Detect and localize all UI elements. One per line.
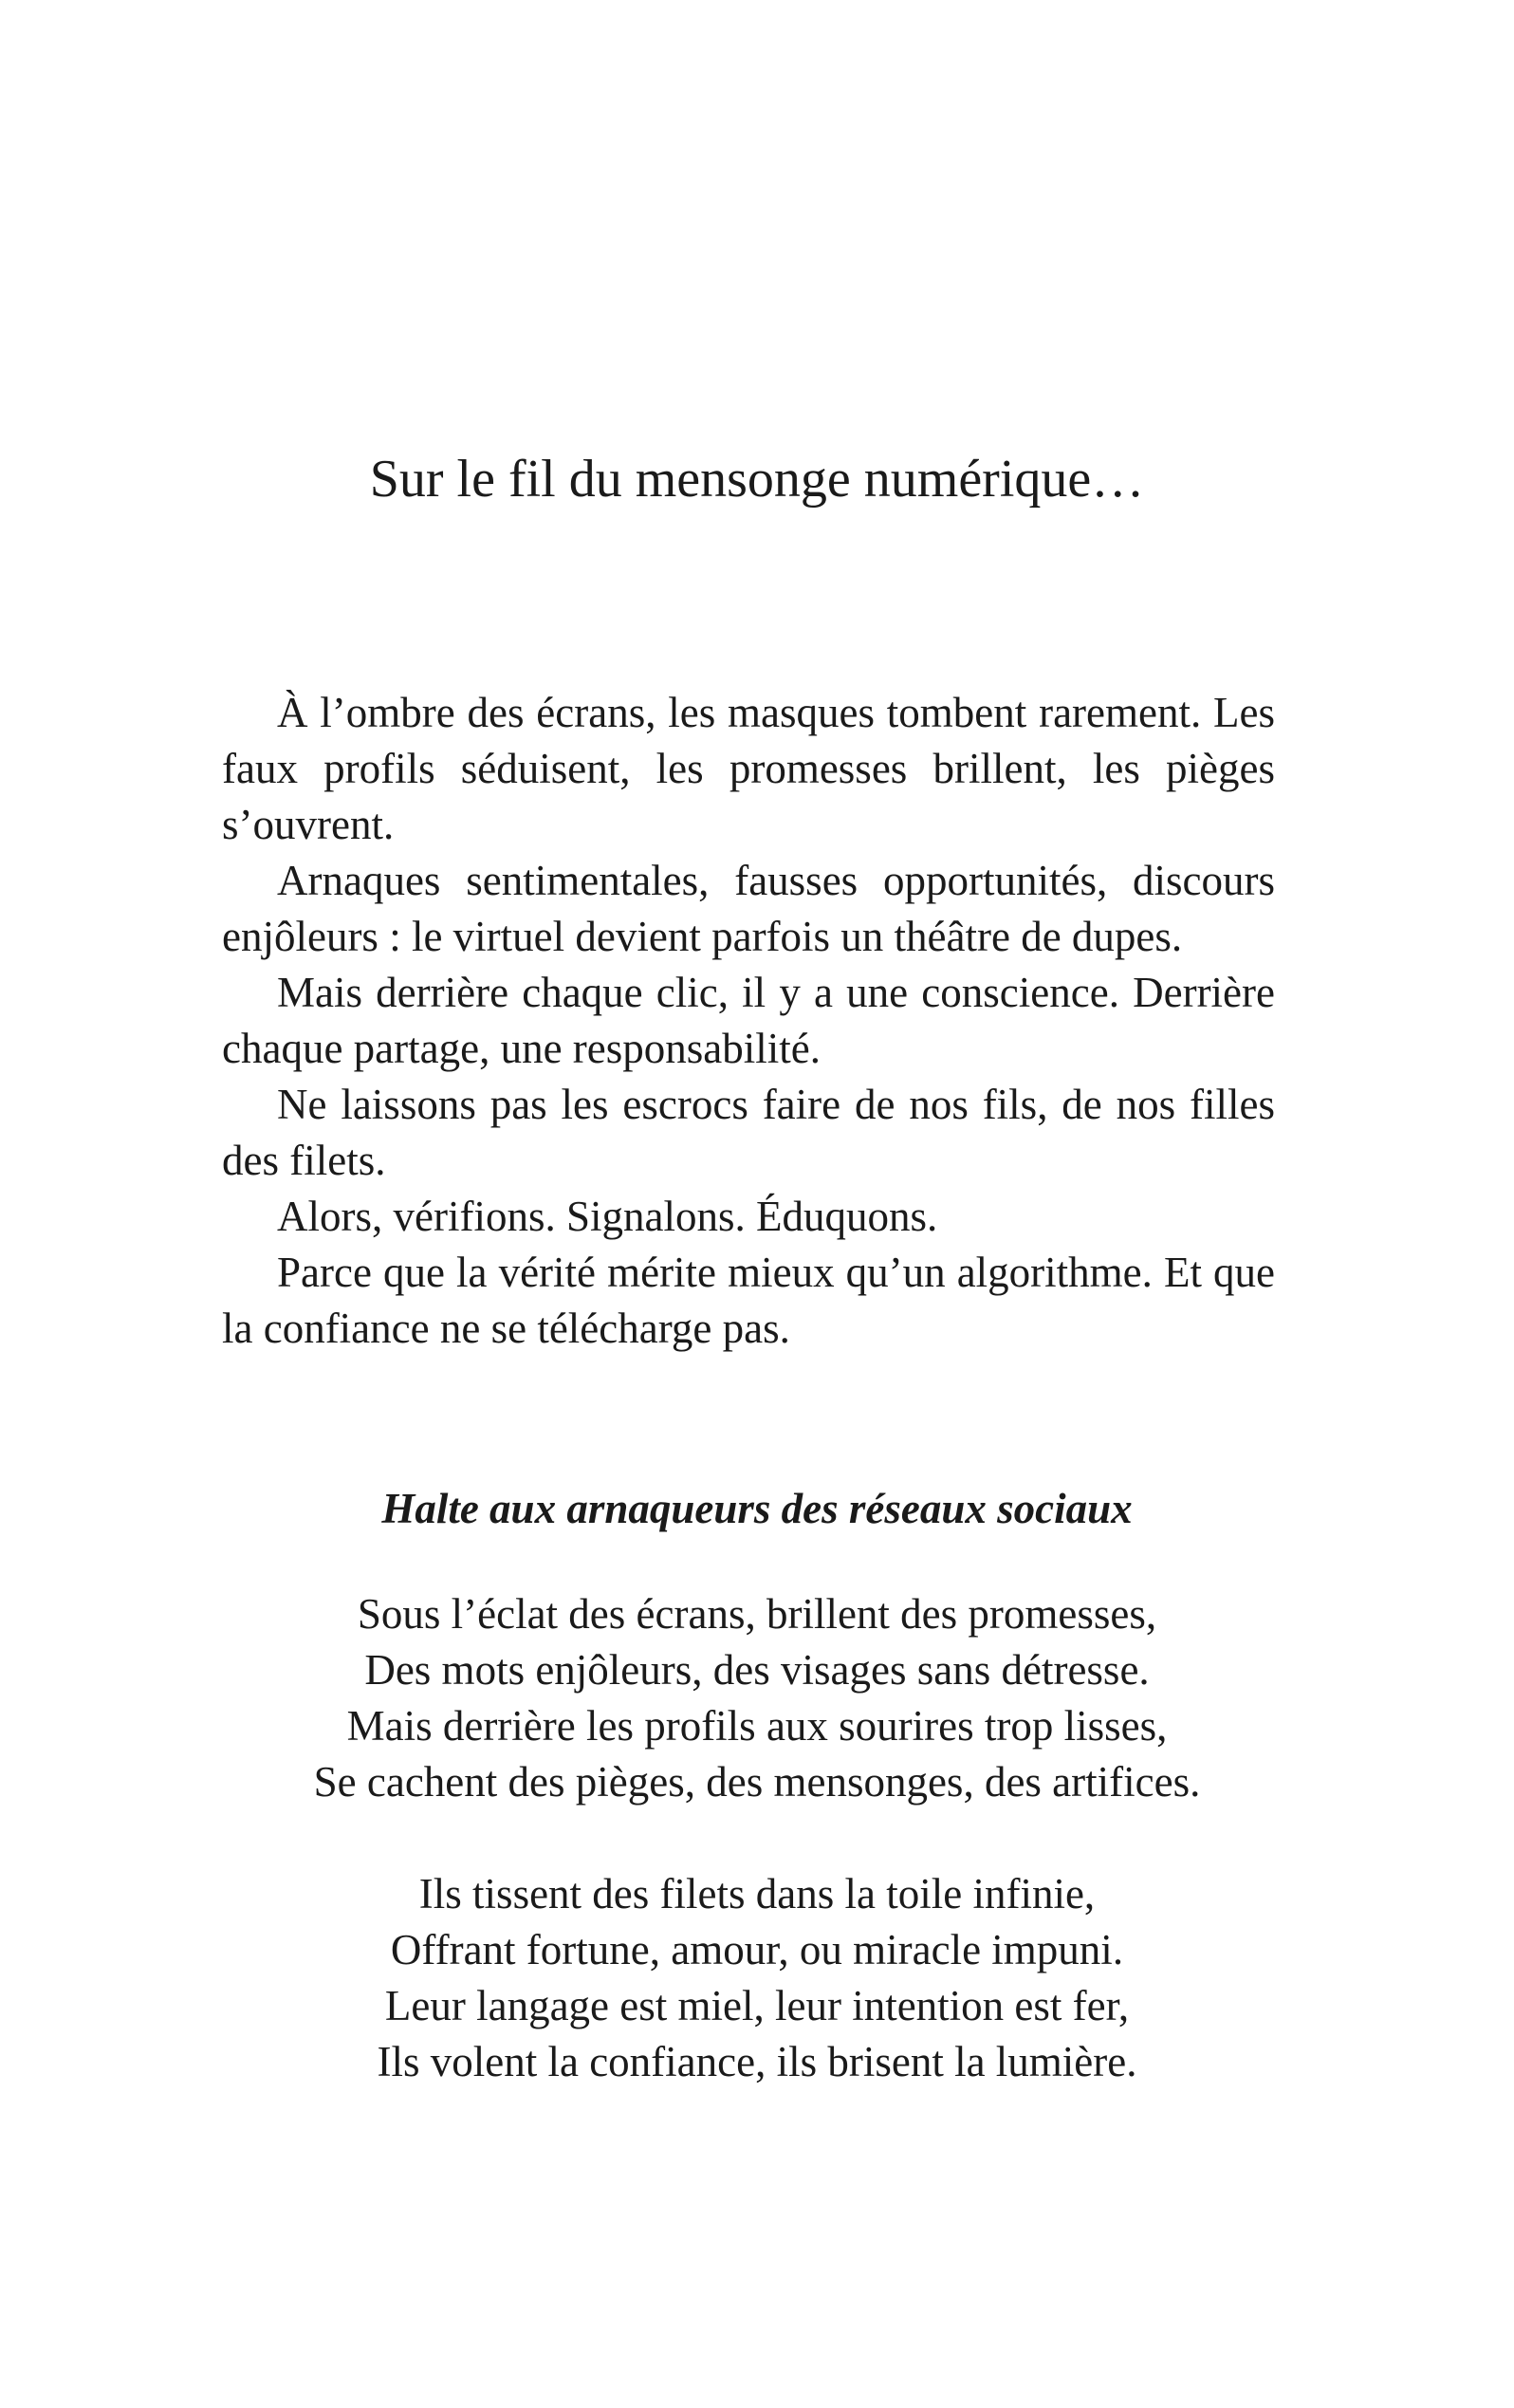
essay-paragraph: Parce que la vérité mérite mieux qu’un algorithme. Et que la confiance ne se télécharge pas. xyxy=(222,1249,1275,1352)
essay-paragraph: Mais derrière chaque clic, il y a une conscience. Derrière chaque partage, une responsabilité. xyxy=(222,969,1275,1072)
essay-body xyxy=(222,685,1275,1357)
poem-verse: Mais derrière les profils aux sourires trop lisses, xyxy=(346,1702,1168,1750)
essay-title: Sur le fil du mensonge numérique… xyxy=(369,450,1145,509)
poem-verse: Offrant fortune, amour, ou miracle impuni. xyxy=(390,1926,1124,1973)
poem-stanza-2 xyxy=(0,1866,1514,2090)
essay-paragraph: Ne laissons pas les escrocs faire de nos fils, de nos filles des filets. xyxy=(222,1081,1275,1184)
poem-verse: Se cachent des pièges, des mensonges, des artifices. xyxy=(313,1758,1201,1806)
essay-paragraph: Arnaques sentimentales, fausses opportunités, discours enjôleurs : le virtuel devient parfois un théâtre de dupes. xyxy=(222,857,1275,960)
essay-paragraph: À l’ombre des écrans, les masques tombent rarement. Les faux profils séduisent, les promesses brillent, les pièges s’ouvrent. xyxy=(222,689,1275,848)
poem-verse: Ils volent la confiance, ils brisent la lumière. xyxy=(377,2038,1137,2085)
poem-verse: Des mots enjôleurs, des visages sans détresse. xyxy=(364,1646,1150,1694)
poem-verse: Sous l’éclat des écrans, brillent des promesses, xyxy=(357,1590,1157,1638)
essay-paragraph: Alors, vérifions. Signalons. Éduquons. xyxy=(277,1193,938,1240)
poem-title: Halte aux arnaqueurs des réseaux sociaux xyxy=(381,1485,1133,1532)
poem-stanza-1 xyxy=(0,1586,1514,1810)
poem-verse: Ils tissent des filets dans la toile infinie, xyxy=(418,1870,1096,1917)
poem-verse: Leur langage est miel, leur intention est fer, xyxy=(384,1982,1130,2029)
